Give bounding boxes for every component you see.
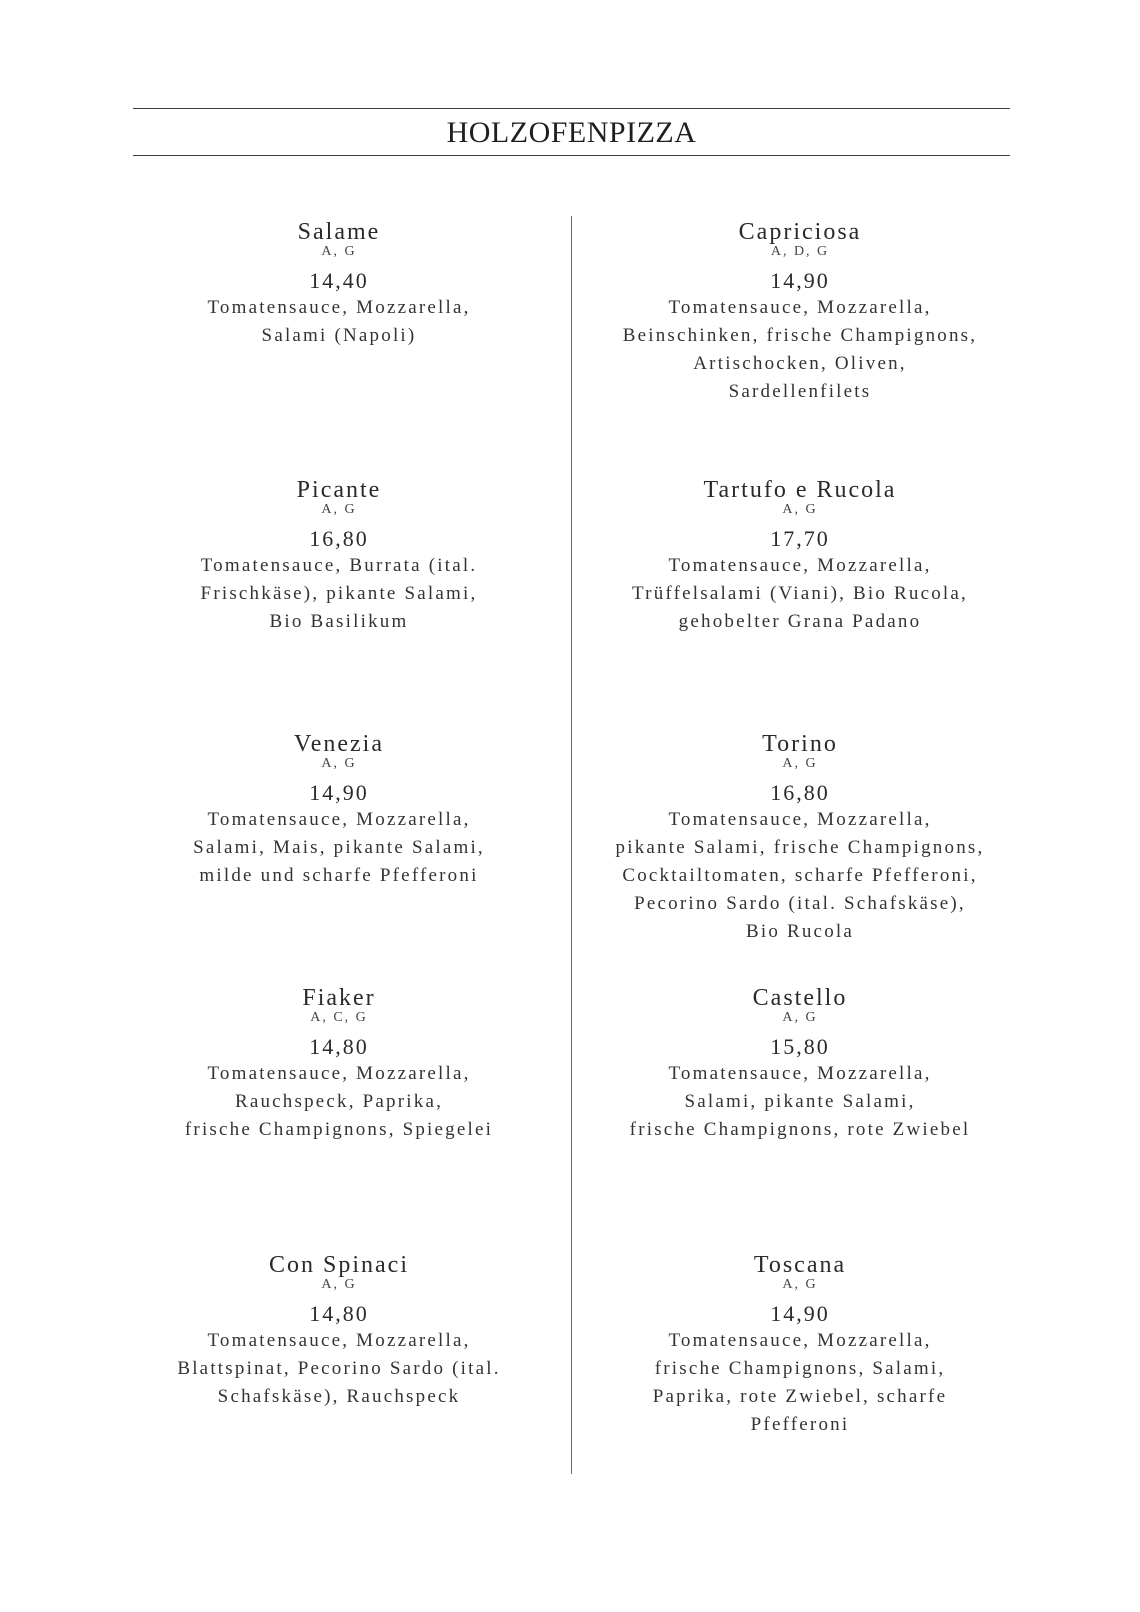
item-description [580, 1060, 1020, 1144]
description-line: milde und scharfe Pfefferoni [199, 865, 479, 886]
description-line: Salami, pikante Salami, [684, 1091, 916, 1112]
page-title: HOLZOFENPIZZA [446, 115, 697, 149]
menu-item [119, 730, 559, 890]
description-line: Schafskäse), Rauchspeck [217, 1386, 461, 1407]
item-description [580, 552, 1020, 636]
description-line: Paprika, rote Zwiebel, scharfe [652, 1386, 948, 1407]
item-name: Torino [762, 731, 838, 757]
menu-item [580, 476, 1020, 636]
description-line: Salami (Napoli) [261, 325, 417, 346]
item-description [119, 1327, 559, 1411]
menu-item [580, 730, 1020, 946]
column-divider [571, 216, 572, 1474]
item-name: Capriciosa [738, 219, 862, 245]
item-name: Venezia [294, 731, 384, 757]
description-line: Bio Basilikum [269, 611, 409, 632]
item-description [119, 1060, 559, 1144]
description-line: Tomatensauce, Mozzarella, [668, 297, 932, 318]
item-name: Toscana [753, 1252, 847, 1278]
item-price: 14,40 [309, 268, 369, 293]
item-price: 14,90 [770, 1301, 830, 1326]
description-line: Bio Rucola [745, 921, 855, 942]
description-line: Tomatensauce, Mozzarella, [207, 809, 471, 830]
item-price: 14,90 [309, 780, 369, 805]
item-description [119, 806, 559, 890]
description-line: Cocktailtomaten, scharfe Pfefferoni, [622, 865, 978, 886]
item-price: 14,80 [309, 1034, 369, 1059]
item-allergens: A, G [321, 244, 357, 259]
menu-item [119, 476, 559, 636]
description-line: Tomatensauce, Burrata (ital. [200, 555, 478, 576]
description-line: Tomatensauce, Mozzarella, [207, 1063, 471, 1084]
description-line: frische Champignons, Salami, [654, 1358, 946, 1379]
item-price: 16,80 [770, 780, 830, 805]
item-description [580, 1327, 1020, 1439]
description-line: Tomatensauce, Mozzarella, [207, 1330, 471, 1351]
item-name: Con Spinaci [269, 1252, 409, 1278]
description-line: frische Champignons, Spiegelei [184, 1119, 494, 1140]
description-line: Tomatensauce, Mozzarella, [668, 1330, 932, 1351]
item-name: Fiaker [302, 985, 376, 1011]
description-line: Rauchspeck, Paprika, [234, 1091, 444, 1112]
menu-item [119, 1251, 559, 1411]
item-allergens: A, G [782, 1010, 818, 1025]
description-line: pikante Salami, frische Champignons, [615, 837, 985, 858]
item-allergens: A, C, G [310, 1010, 368, 1025]
item-allergens: A, G [321, 1277, 357, 1292]
item-name: Picante [296, 477, 382, 503]
menu-item [580, 218, 1020, 406]
description-line: Tomatensauce, Mozzarella, [207, 297, 471, 318]
item-description [119, 552, 559, 636]
item-description [580, 806, 1020, 946]
description-line: Beinschinken, frische Champignons, [622, 325, 978, 346]
item-description [119, 294, 559, 350]
item-allergens: A, G [782, 756, 818, 771]
description-line: Tomatensauce, Mozzarella, [668, 555, 932, 576]
description-line: Pfefferoni [750, 1414, 850, 1435]
description-line: Pecorino Sardo (ital. Schafskäse), [634, 893, 966, 914]
description-line: Blattspinat, Pecorino Sardo (ital. [177, 1358, 501, 1379]
item-allergens: A, D, G [770, 244, 830, 259]
description-line: Frischkäse), pikante Salami, [200, 583, 478, 604]
menu-item [119, 218, 559, 350]
item-name: Tartufo e Rucola [703, 477, 897, 503]
description-line: Tomatensauce, Mozzarella, [668, 1063, 932, 1084]
item-description [580, 294, 1020, 406]
description-line: Tomatensauce, Mozzarella, [668, 809, 932, 830]
item-name: Salame [297, 219, 381, 245]
menu-item [580, 1251, 1020, 1439]
item-price: 16,80 [309, 526, 369, 551]
menu-item [119, 984, 559, 1144]
item-price: 14,90 [770, 268, 830, 293]
description-line: Trüffelsalami (Viani), Bio Rucola, [632, 583, 968, 604]
item-price: 15,80 [770, 1034, 830, 1059]
item-allergens: A, G [321, 502, 357, 517]
item-allergens: A, G [782, 502, 818, 517]
menu-item [580, 984, 1020, 1144]
description-line: Salami, Mais, pikante Salami, [193, 837, 485, 858]
description-line: Artischocken, Oliven, [693, 353, 907, 374]
item-allergens: A, G [321, 756, 357, 771]
menu-section-header [133, 108, 1010, 156]
item-name: Castello [752, 985, 848, 1011]
item-price: 17,70 [770, 526, 830, 551]
item-allergens: A, G [782, 1277, 818, 1292]
description-line: Sardellenfilets [728, 381, 872, 402]
item-price: 14,80 [309, 1301, 369, 1326]
description-line: frische Champignons, rote Zwiebel [629, 1119, 971, 1140]
description-line: gehobelter Grana Padano [678, 611, 922, 632]
